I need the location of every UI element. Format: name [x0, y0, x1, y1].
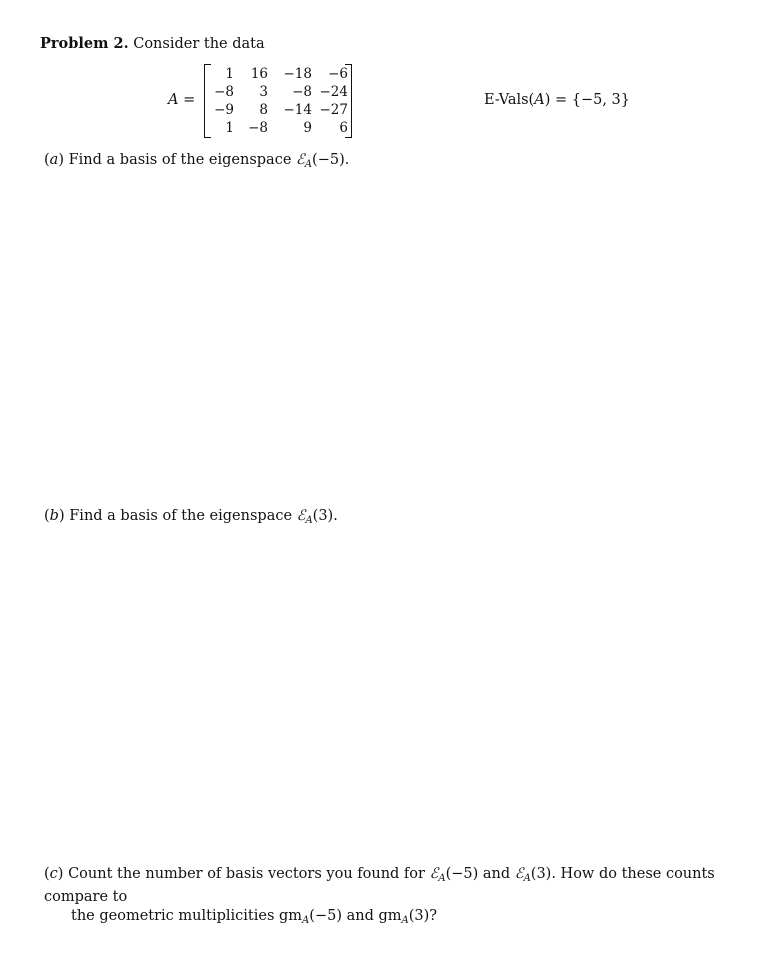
part-c-arg: (3). How do these counts compare to: [44, 866, 715, 905]
matrix-cell: 1: [225, 120, 234, 136]
problem-heading: [40, 35, 265, 52]
matrix-cell: −9: [214, 102, 234, 118]
matrix-cell: −27: [319, 102, 348, 118]
part-c: [44, 865, 756, 930]
part-c-tag: (c): [44, 866, 64, 882]
part-a: [44, 152, 349, 170]
matrix-cell: 1: [225, 66, 234, 82]
eigenspace-symbol: ℰ: [514, 866, 524, 882]
evals-prefix: E-Vals(: [484, 92, 535, 108]
matrix-cell: −18: [283, 66, 312, 82]
matrix-name: A: [168, 92, 179, 108]
part-b-arg: (3).: [312, 508, 338, 524]
part-c-line-1: [44, 865, 756, 907]
matrix-cell: 8: [259, 102, 268, 118]
eigenvalues: [484, 92, 630, 108]
part-c-text: the geometric multiplicities gm: [71, 908, 303, 924]
matrix-cell: −8: [292, 84, 312, 100]
eigenspace-subscript: A: [523, 873, 531, 884]
part-a-text: Find a basis of the eigenspace: [68, 152, 297, 168]
matrix-grid: [210, 65, 349, 137]
gm-subscript: A: [401, 915, 409, 926]
part-b: [44, 508, 338, 526]
problem-intro: Consider the data: [133, 36, 265, 52]
eigenspace-symbol: ℰ: [296, 508, 306, 524]
matrix-cell: 16: [250, 66, 268, 82]
matrix-cell: 6: [339, 120, 348, 136]
part-a-tag: (a): [44, 152, 64, 168]
part-c-arg: (−5) and: [445, 866, 515, 882]
part-c-text: Count the number of basis vectors you found for: [68, 866, 430, 882]
eigenspace-subscript: A: [305, 515, 313, 526]
evals-arg: A: [534, 92, 545, 108]
part-b-text: Find a basis of the eigenspace: [69, 508, 297, 524]
matrix-cell: −8: [248, 120, 268, 136]
part-a-arg: (−5).: [312, 152, 350, 168]
matrix-cell: 9: [303, 120, 312, 136]
matrix-cell: −8: [214, 84, 234, 100]
equals-sign: =: [183, 92, 196, 108]
matrix-cell: −6: [328, 66, 348, 82]
matrix-cell: 3: [259, 84, 268, 100]
part-b-tag: (b): [44, 508, 65, 524]
eigenspace-symbol: ℰ: [429, 866, 439, 882]
matrix-cell: −14: [283, 102, 312, 118]
part-c-line-2: [44, 907, 756, 930]
matrix-lhs: [168, 92, 195, 108]
matrix: [204, 64, 352, 138]
problem-label: Problem 2.: [40, 35, 129, 52]
matrix-cell: −24: [319, 84, 348, 100]
eigenspace-symbol: ℰ: [296, 152, 305, 168]
gm-subscript: A: [302, 915, 310, 926]
eigenspace-subscript: A: [304, 159, 313, 170]
evals-suffix: ) = {−5, 3}: [544, 92, 631, 108]
right-bracket: [345, 64, 352, 138]
part-c-text: (3)?: [408, 908, 438, 924]
eigenspace-subscript: A: [438, 873, 446, 884]
part-c-text: (−5) and gm: [309, 908, 402, 924]
